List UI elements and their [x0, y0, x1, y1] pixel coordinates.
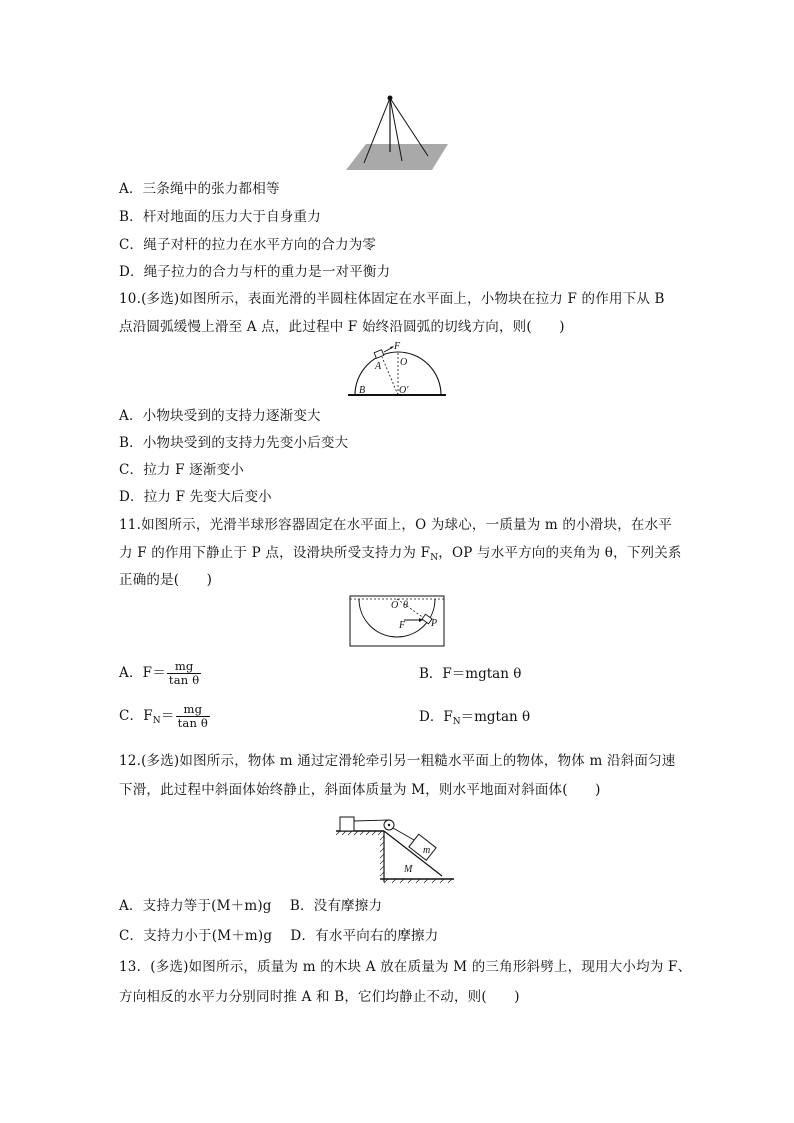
q11-stem-sub: N — [430, 553, 439, 563]
q10-option-c: C．拉力 F 逐渐变小 — [119, 462, 244, 478]
q11-option-d — [419, 708, 530, 731]
q11-option-c-prefix: C．F — [119, 708, 153, 724]
q11-option-c-sub: N — [152, 716, 161, 726]
q9-option-a: A．三条绳中的张力都相等 — [119, 181, 280, 197]
q11-option-c-num: mg — [176, 703, 210, 717]
q12-stem-line2: 下滑，此过程中斜面体始终静止，斜面体质量为 M，则水平地面对斜面体( ) — [119, 782, 601, 798]
q11-option-a-fraction — [167, 660, 201, 687]
hemisphere-container-figure — [349, 595, 445, 647]
q11-label-theta: θ — [403, 600, 408, 611]
q12-label-big-m: M — [404, 864, 413, 875]
q12-option-ab: A．支持力等于(M＋m)g B．没有摩擦力 — [119, 898, 383, 914]
q13-stem-line1: 13．(多选)如图所示，质量为 m 的木块 A 放在质量为 M 的三角形斜劈上，现用大小均为 F、 — [119, 959, 692, 975]
q11-option-c-den: tan θ — [177, 716, 209, 730]
q10-label-f: F — [394, 341, 401, 352]
q11-option-c-eq: ＝ — [160, 708, 175, 724]
q10-label-b: B — [359, 385, 366, 396]
q12-option-cd: C．支持力小于(M＋m)g D．有水平向右的摩擦力 — [119, 928, 439, 944]
q11-option-a-num: mg — [167, 660, 201, 674]
semicylinder-figure — [346, 340, 448, 400]
q11-option-a — [119, 658, 201, 688]
q10-stem-line1: 10.(多选)如图所示，表面光滑的半圆柱体固定在水平面上，小物块在拉力 F 的作用下从 B — [119, 291, 665, 307]
q11-option-c — [119, 701, 210, 736]
q10-stem-line2: 点沿圆弧缓慢上滑至 A 点，此过程中 F 始终沿圆弧的切线方向，则( ) — [119, 319, 565, 335]
q11-stem-line1: 11.如图所示，光滑半球形容器固定在水平面上，O 为球心，一质量为 m 的小滑块，在水平 — [119, 517, 673, 533]
q11-option-d-prefix: D．F — [419, 709, 453, 725]
q10-option-a: A．小物块受到的支持力逐渐变大 — [119, 408, 321, 424]
q11-label-f: F — [399, 620, 406, 631]
q10-label-o-prime: O′ — [399, 385, 409, 396]
q10-option-d: D．拉力 F 先变大后变小 — [119, 489, 272, 505]
q11-option-d-sub: N — [452, 717, 461, 727]
q10-label-o: O — [400, 357, 408, 368]
q11-option-c-fraction — [176, 703, 210, 730]
q9-option-b: B．杆对地面的压力大于自身重力 — [119, 209, 321, 225]
q9-option-c: C．绳子对杆的拉力在水平方向的合力为零 — [119, 237, 377, 253]
q11-stem-line2-b: ，OP 与水平方向的夹角为 θ，下列关系 — [438, 545, 682, 561]
q12-stem-line1: 12.(多选)如图所示，物体 m 通过定滑轮牵引另一粗糙水平面上的物体，物体 m 沿斜面匀速 — [119, 753, 676, 769]
q12-label-m: m — [423, 845, 431, 856]
q10-option-b: B．小物块受到的支持力先变小后变大 — [119, 435, 349, 451]
q11-option-d-rest: ＝mgtan θ — [460, 709, 531, 725]
q11-option-a-prefix: A．F＝ — [119, 665, 166, 681]
q10-label-a: A — [375, 361, 382, 372]
q11-option-a-den: tan θ — [168, 673, 200, 687]
q11-label-p: P — [431, 618, 438, 629]
q11-stem-line2 — [119, 544, 682, 567]
q9-option-d: D．绳子拉力的合力与杆的重力是一对平衡力 — [119, 264, 391, 280]
q13-stem-line2: 方向相反的水平力分别同时推 A 和 B，它们均静止不动，则( ) — [119, 989, 520, 1005]
q11-label-o: O — [391, 600, 399, 611]
q11-stem-line2-a: 力 F 的作用下静止于 P 点，设滑块所受支持力为 F — [119, 545, 431, 561]
pulley-incline-figure — [334, 810, 458, 886]
q11-stem-line3: 正确的是( ) — [119, 572, 213, 588]
q11-option-b: B．F＝mgtan θ — [419, 666, 522, 682]
tripod-figure — [340, 90, 452, 172]
